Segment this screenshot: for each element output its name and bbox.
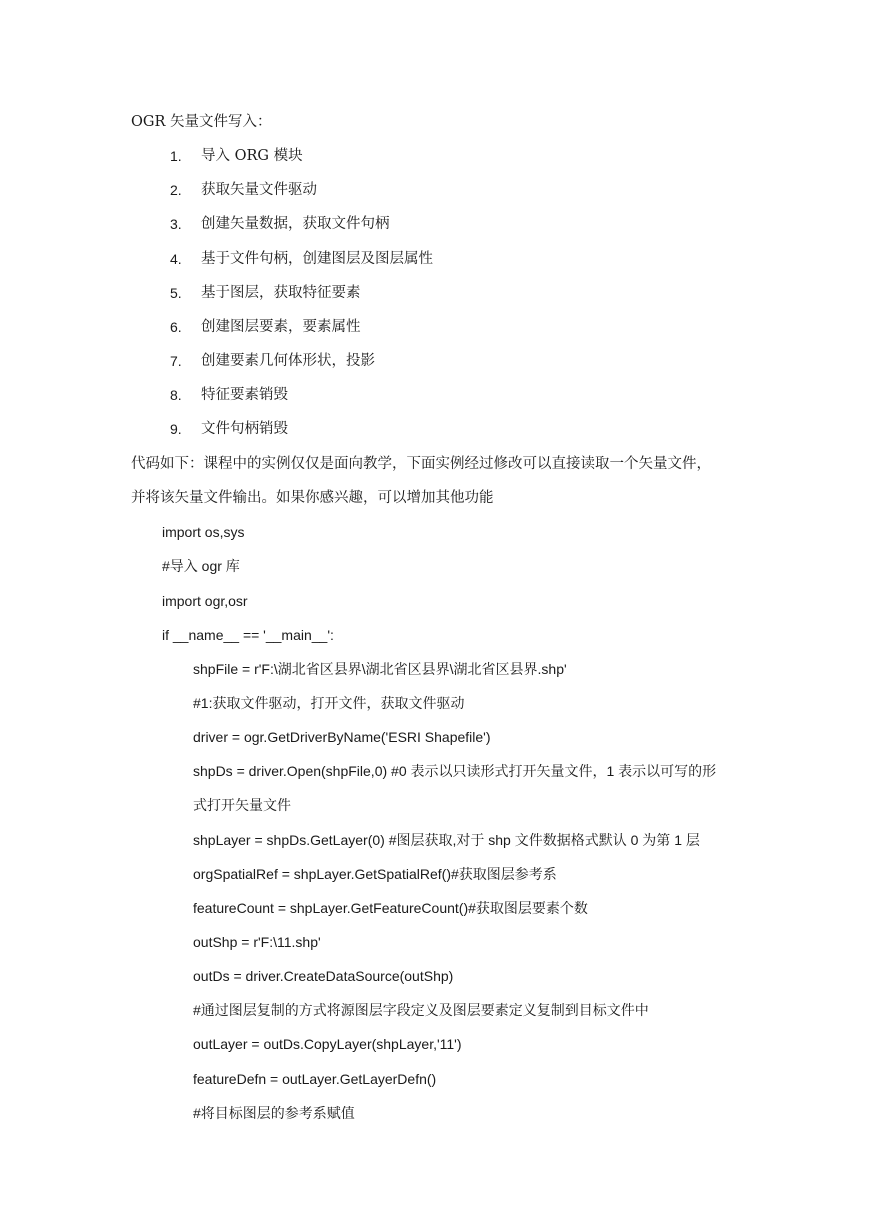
step-number: 5. <box>170 285 182 301</box>
code-line: outDs = driver.CreateDataSource(outShp) <box>193 968 454 984</box>
step-text: 创建矢量数据，获取文件句柄 <box>201 216 390 232</box>
code-line: import os,sys <box>162 524 245 540</box>
step-text: 基于文件句柄，创建图层及图层属性 <box>201 251 433 267</box>
intro-paragraph-line: 并将该矢量文件输出。如果你感兴趣，可以增加其他功能 <box>131 490 494 506</box>
code-line: driver = ogr.GetDriverByName('ESRI Shapefile') <box>193 729 491 745</box>
step-number: 9. <box>170 421 182 437</box>
step-number: 7. <box>170 353 182 369</box>
step-number: 6. <box>170 319 182 335</box>
step-text: 创建要素几何体形状，投影 <box>201 353 375 369</box>
code-line: shpFile = r'F:\湖北省区县界\湖北省区县界\湖北省区县界.shp' <box>193 661 567 677</box>
step-number: 3. <box>170 216 182 232</box>
code-line: #1:获取文件驱动，打开文件，获取文件驱动 <box>193 695 465 711</box>
code-line: orgSpatialRef = shpLayer.GetSpatialRef()#获取图层参考系 <box>193 866 557 882</box>
step-number: 2. <box>170 182 182 198</box>
step-text: 基于图层，获取特征要素 <box>201 285 361 301</box>
code-line: 式打开矢量文件 <box>193 797 291 813</box>
code-line: outShp = r'F:\11.shp' <box>193 934 321 950</box>
step-number: 4. <box>170 251 182 267</box>
step-text: 文件句柄销毁 <box>201 421 288 437</box>
code-line: #通过图层复制的方式将源图层字段定义及图层要素定义复制到目标文件中 <box>193 1002 649 1018</box>
step-number: 1. <box>170 148 182 164</box>
code-line: featureCount = shpLayer.GetFeatureCount()#获取图层要素个数 <box>193 900 588 916</box>
code-line: featureDefn = outLayer.GetLayerDefn() <box>193 1071 437 1087</box>
code-line: shpDs = driver.Open(shpFile,0) #0 表示以只读形式打开矢量文件，1 表示以可写的形 <box>193 763 717 779</box>
step-text: 创建图层要素，要素属性 <box>201 319 361 335</box>
document-heading: OGR 矢量文件写入： <box>131 114 272 130</box>
code-line: #导入 ogr 库 <box>162 558 240 574</box>
code-line: if __name__ == '__main__': <box>162 627 334 643</box>
code-line: import ogr,osr <box>162 593 248 609</box>
step-text: 获取矢量文件驱动 <box>201 182 317 198</box>
code-line: shpLayer = shpDs.GetLayer(0) #图层获取,对于 shp 文件数据格式默认 0 为第 1 层 <box>193 832 700 848</box>
intro-paragraph-line: 代码如下：课程中的实例仅仅是面向教学，下面实例经过修改可以直接读取一个矢量文件， <box>131 456 711 472</box>
step-number: 8. <box>170 387 182 403</box>
code-line: #将目标图层的参考系赋值 <box>193 1105 355 1121</box>
step-text: 导入 ORG 模块 <box>201 148 303 164</box>
step-text: 特征要素销毁 <box>201 387 288 403</box>
code-line: outLayer = outDs.CopyLayer(shpLayer,'11') <box>193 1036 462 1052</box>
